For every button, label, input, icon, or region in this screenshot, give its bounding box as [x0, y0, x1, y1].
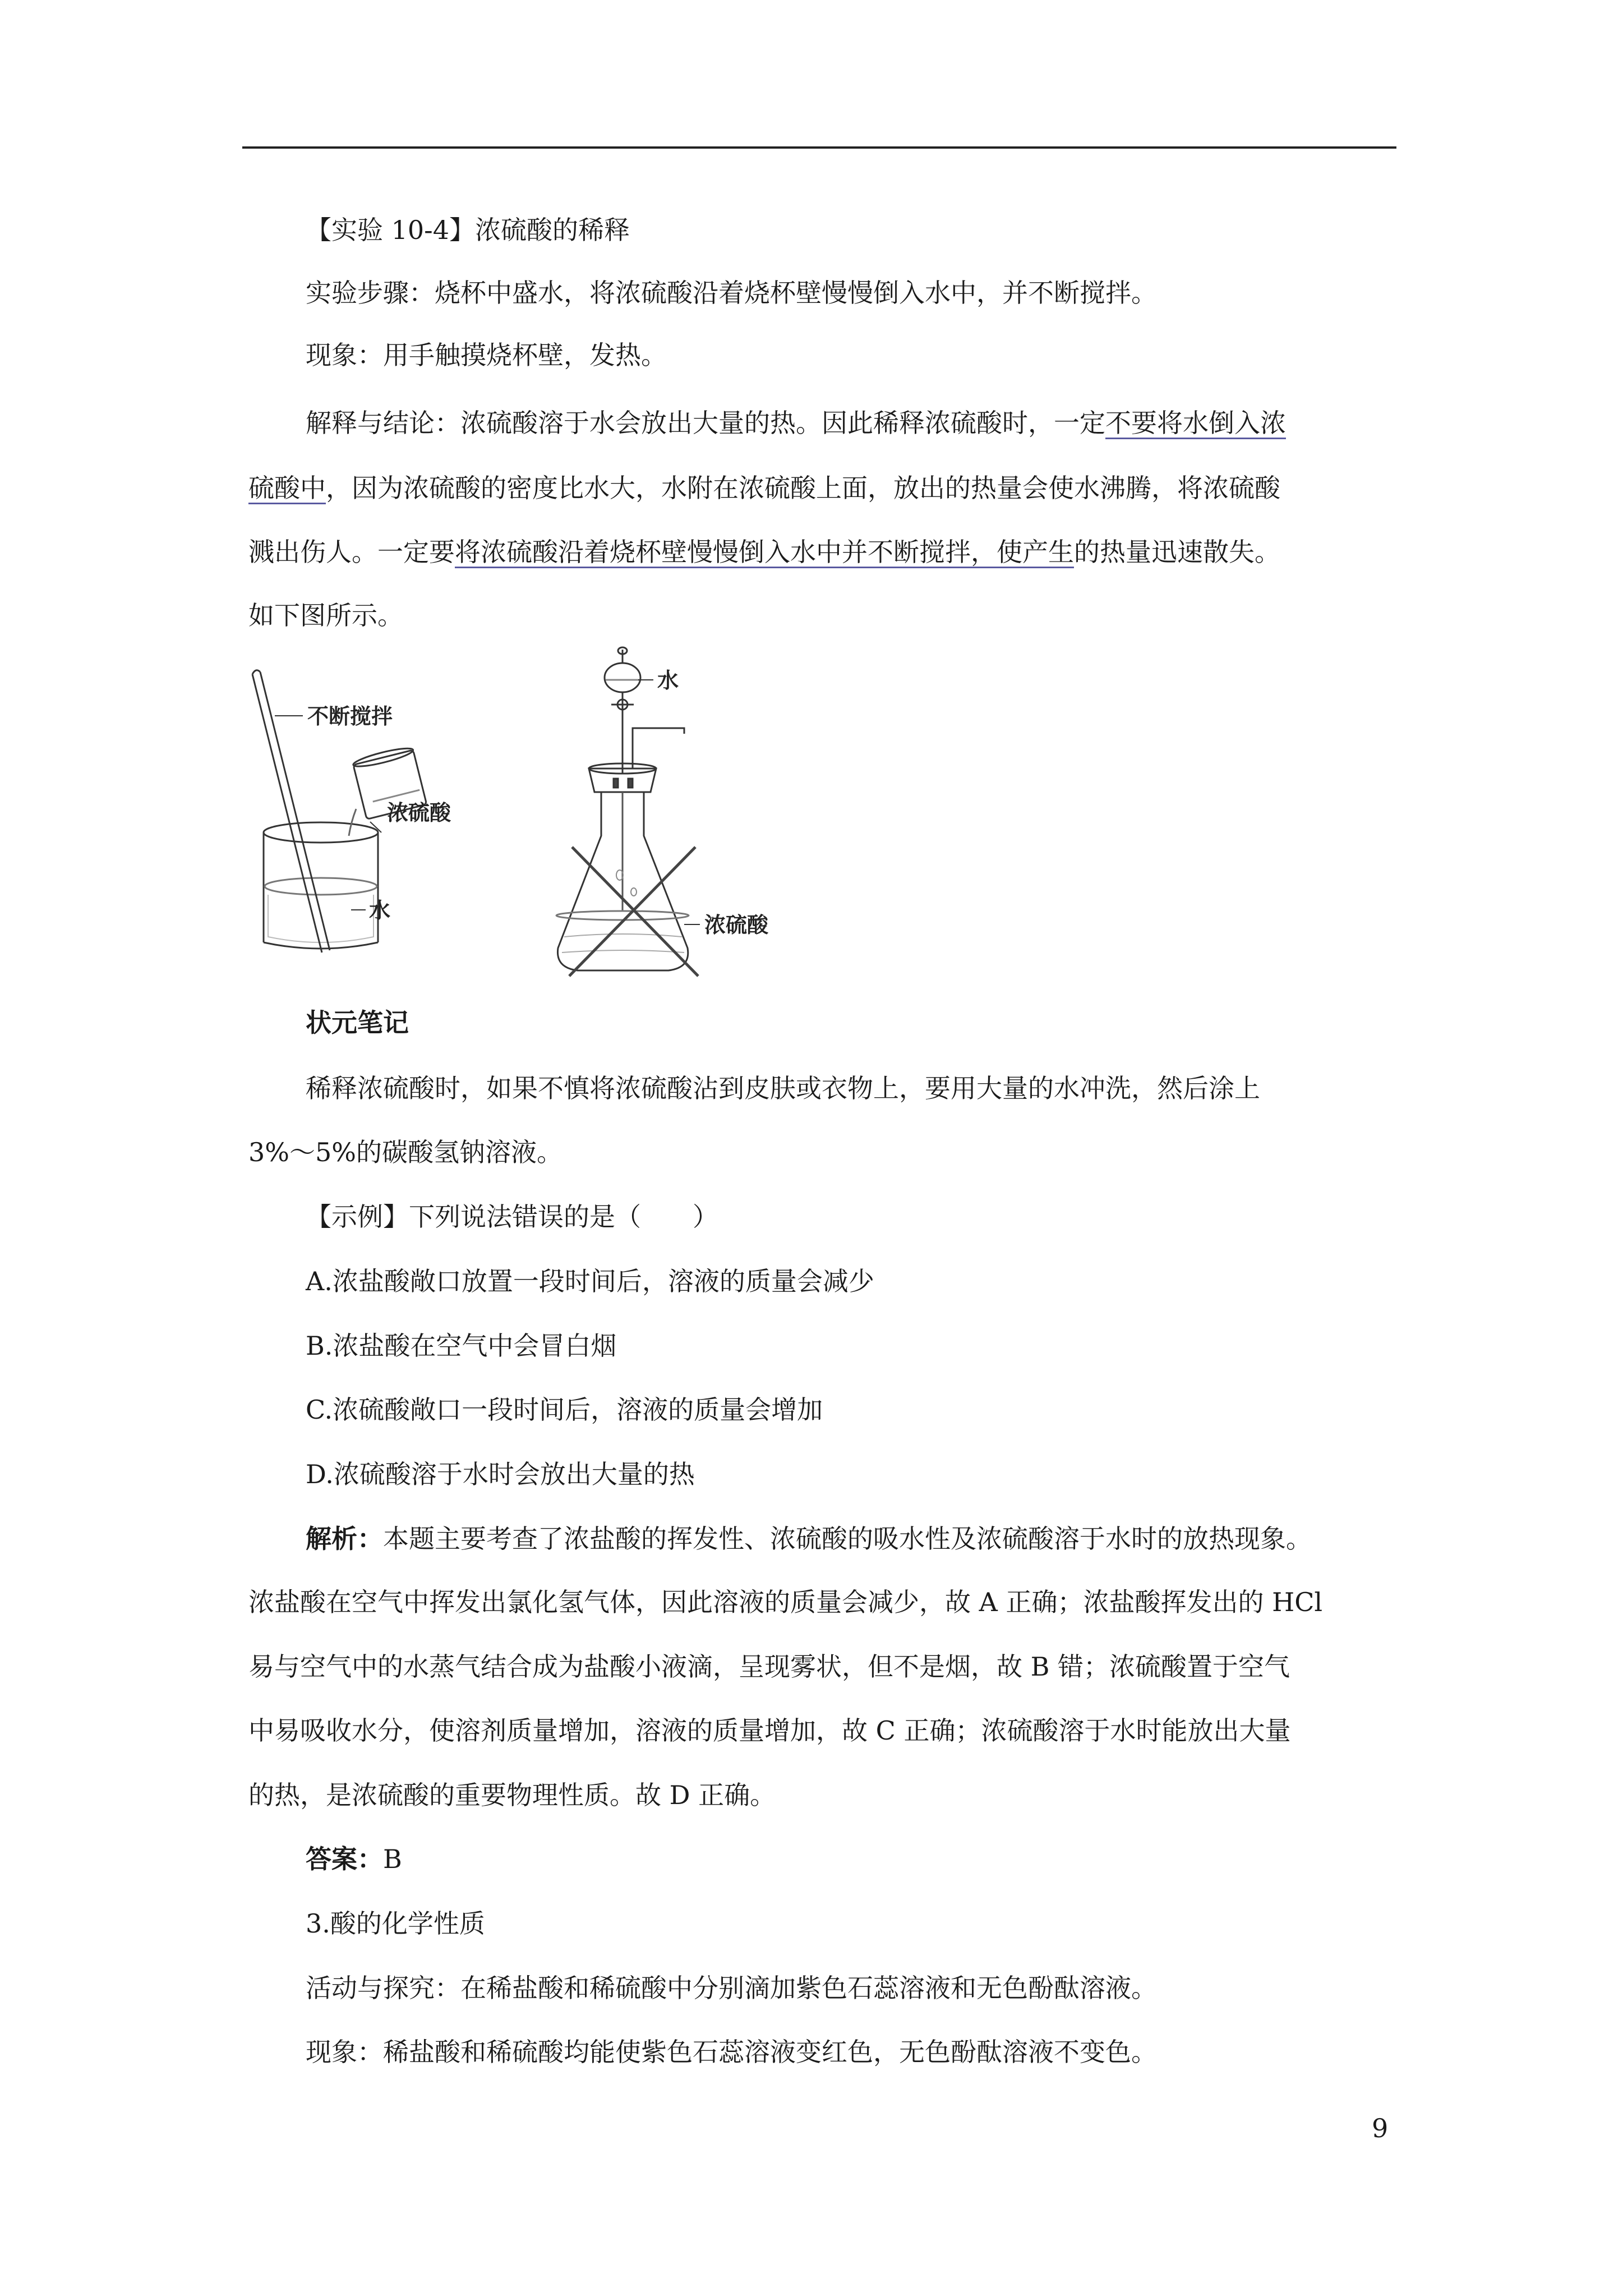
- label-acid-right: 浓硫酸: [704, 913, 769, 937]
- analysis-line-5: 的热，是浓硫酸的重要物理性质。故 D 正确。: [248, 1780, 776, 1810]
- beaker-left: [264, 822, 378, 949]
- header-rule: [242, 146, 1396, 149]
- section-activity: 活动与探究：在稀盐酸和稀硫酸中分别滴加紫色石蕊溶液和无色酚酞溶液。: [306, 1973, 1157, 2003]
- analysis-line-3: 易与空气中的水蒸气结合成为盐酸小液滴，呈现雾状，但不是烟，故 B 错；浓硫酸置于空气: [248, 1651, 1290, 1682]
- label-water-right: 水: [657, 668, 679, 693]
- explanation-line-1: 解释与结论：浓硫酸溶于水会放出大量的热。因此稀释浓硫酸时，一定不要将水倒入浓: [306, 408, 1286, 438]
- note-line-2: 3%～5%的碳酸氢钠溶液。: [248, 1137, 562, 1167]
- label-water-left: 水: [369, 898, 391, 923]
- answer-line: 答案：B: [306, 1844, 402, 1874]
- note-heading: 状元笔记: [306, 1007, 409, 1038]
- explanation-line-4: 如下图所示。: [248, 600, 403, 631]
- dilution-figure: [241, 645, 836, 993]
- analysis-line-2: 浓盐酸在空气中挥发出氯化氢气体，因此溶液的质量会减少，故 A 正确；浓盐酸挥发出的 HCl: [248, 1587, 1323, 1617]
- acid-stream: [349, 809, 356, 836]
- explanation-line-3: 溅出伤人。一定要将浓硫酸沿着烧杯壁慢慢倒入水中并不断搅拌，使产生的热量迅速散失。: [248, 537, 1280, 567]
- explanation-line-2: 硫酸中，因为浓硫酸的密度比水大，水附在浓硫酸上面，放出的热量会使水沸腾，将浓硫酸: [248, 473, 1280, 503]
- analysis-line-4: 中易吸收水分，使溶剂质量增加，溶液的质量增加，故 C 正确；浓硫酸溶于水时能放出大量: [248, 1715, 1291, 1746]
- option-c: C.浓硫酸敞口一段时间后，溶液的质量会增加: [306, 1395, 823, 1425]
- experiment-title: 【实验 10-4】浓硫酸的稀释: [306, 215, 630, 245]
- option-a: A.浓盐酸敞口放置一段时间后，溶液的质量会减少: [306, 1266, 874, 1296]
- analysis-line-1: 解析：本题主要考查了浓盐酸的挥发性、浓硫酸的吸水性及浓硫酸溶于水时的放热现象。: [306, 1524, 1312, 1554]
- label-stir: 不断搅拌: [307, 704, 393, 729]
- option-d: D.浓硫酸溶于水时会放出大量的热: [306, 1459, 695, 1489]
- section-phenomenon: 现象：稀盐酸和稀硫酸均能使紫色石蕊溶液变红色，无色酚酞溶液不变色。: [306, 2037, 1157, 2067]
- example-question: 【示例】下列说法错误的是（ ）: [306, 1202, 718, 1232]
- note-line-1: 稀释浓硫酸时，如果不慎将浓硫酸沾到皮肤或衣物上，要用大量的水冲洗，然后涂上: [306, 1073, 1260, 1103]
- page-number: 9: [1372, 2113, 1389, 2143]
- label-acid-left: 浓硫酸: [387, 800, 451, 825]
- experiment-phenomenon: 现象：用手触摸烧杯壁，发热。: [306, 340, 667, 370]
- option-b: B.浓盐酸在空气中会冒白烟: [306, 1331, 617, 1361]
- experiment-steps: 实验步骤：烧杯中盛水，将浓硫酸沿着烧杯壁慢慢倒入水中，并不断搅拌。: [306, 278, 1157, 308]
- section-title: 3.酸的化学性质: [306, 1908, 485, 1939]
